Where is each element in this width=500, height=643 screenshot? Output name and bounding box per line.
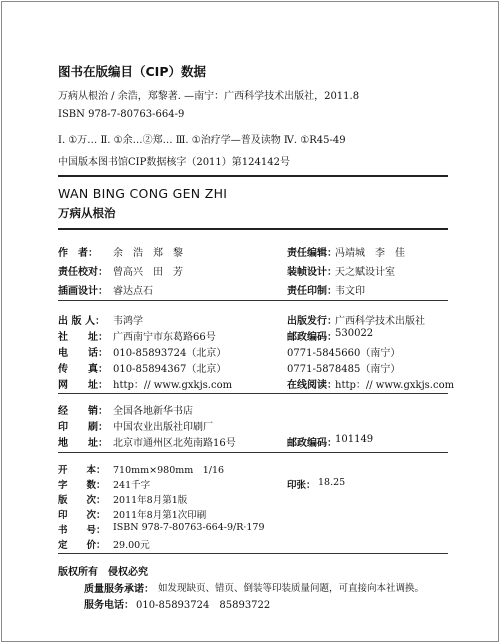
service-value: 010-85893724 85893722 xyxy=(136,600,271,611)
promise-label: 质量服务承诺： xyxy=(84,584,154,595)
printer-address-label: 地 址： xyxy=(58,438,108,449)
cip-record: 中国版本图书馆CIP数据核字（2011）第124142号 xyxy=(58,157,290,168)
sheets-label: 印张： xyxy=(287,480,316,491)
printer-postcode-value: 101149 xyxy=(335,434,374,445)
publisher-person-value: 韦鸿学 xyxy=(113,316,143,327)
printer-address-value: 北京市通州区北苑南路16号 xyxy=(113,438,236,449)
site-link[interactable]: http：// www.gxkjs.com xyxy=(113,380,233,391)
format-value: 710mm×980mm 1/16 xyxy=(113,465,225,476)
illus-value: 睿达点石 xyxy=(113,286,153,297)
impression-label: 印 次： xyxy=(58,510,106,521)
proof-label: 责任校对： xyxy=(58,267,108,278)
publisher-person-label: 出 版 人： xyxy=(58,316,105,327)
distributor-value: 广西科学技术出版社 xyxy=(335,316,425,327)
format-label: 开 本： xyxy=(58,465,106,476)
divider-publisher xyxy=(58,393,448,394)
address-value: 广西南宁市东葛路66号 xyxy=(113,332,216,343)
design-label: 装帧设计： xyxy=(287,267,337,278)
words-value: 241千字 xyxy=(113,480,151,491)
edition-label: 版 次： xyxy=(58,495,106,506)
phone2-value: 0771-5845660（南宁） xyxy=(287,348,401,359)
distributor-label: 出版发行： xyxy=(287,316,337,327)
print-value: 韦文印 xyxy=(335,286,365,297)
design-value: 天之赋设计室 xyxy=(335,267,395,278)
cip-isbn: ISBN 978-7-80763-664-9 xyxy=(58,109,185,120)
divider-title xyxy=(58,228,448,230)
postcode-label: 邮政编码： xyxy=(287,332,337,343)
divider-credits xyxy=(58,300,448,301)
book-pinyin: WAN BING CONG GEN ZHI xyxy=(58,186,228,201)
print-label: 责任印制： xyxy=(287,286,337,297)
edition-value: 2011年8月第1版 xyxy=(113,495,188,506)
printer-postcode-label: 邮政编码： xyxy=(287,438,337,449)
rights-notice: 版权所有 侵权必究 xyxy=(58,567,148,578)
editor-value: 冯靖城 李 佳 xyxy=(335,248,405,259)
cip-classification: Ⅰ. ①万… Ⅱ. ①余…②郑… Ⅲ. ①治疗学—普及读物 Ⅳ. ①R45-49 xyxy=(58,135,346,146)
fax-value: 010-85894367（北京） xyxy=(113,364,227,375)
sheets-value: 18.25 xyxy=(318,477,346,488)
isbn-label: 书 号： xyxy=(58,525,106,536)
divider-top xyxy=(58,175,448,177)
divider-specs xyxy=(58,553,448,554)
fax-label: 传 真： xyxy=(58,364,108,375)
words-label: 字 数： xyxy=(58,480,106,491)
impression-value: 2011年8月第1次印刷 xyxy=(113,510,207,521)
fax2-value: 0771-5878485（南宁） xyxy=(287,364,401,375)
divider-printing xyxy=(58,452,448,453)
proof-value: 曾高兴 田 芳 xyxy=(113,267,183,278)
cip-line1: 万病从根治 / 余浩，郑黎著. —南宁：广西科学技术出版社，2011.8 xyxy=(58,91,360,102)
promise-value: 如发现缺页、错页、倒装等印装质量问题，可直接向本社调换。 xyxy=(158,583,425,594)
isbn-value: ISBN 978-7-80763-664-9/R·179 xyxy=(113,522,265,533)
seller-value: 全国各地新华书店 xyxy=(113,406,193,417)
phone-value: 010-85893724（北京） xyxy=(113,348,227,359)
seller-label: 经 销： xyxy=(58,406,108,417)
author-value: 余 浩 郑 黎 xyxy=(113,248,183,259)
site-label: 网 址： xyxy=(58,380,108,391)
address-label: 社 址： xyxy=(58,332,108,343)
phone-label: 电 话： xyxy=(58,348,108,359)
illus-label: 插画设计： xyxy=(58,286,108,297)
price-label: 定 价： xyxy=(58,540,106,551)
book-title: 万病从根治 xyxy=(58,206,116,220)
online-link[interactable]: http：// www.gxkjs.com xyxy=(335,380,455,391)
cip-heading: 图书在版编目（CIP）数据 xyxy=(58,64,206,79)
online-label: 在线阅读： xyxy=(287,380,337,391)
printer-value: 中国农业出版社印刷厂 xyxy=(113,422,213,433)
editor-label: 责任编辑： xyxy=(287,248,337,259)
postcode-value: 530022 xyxy=(335,328,374,339)
printer-label: 印 刷： xyxy=(58,422,108,433)
author-label: 作 者： xyxy=(58,248,98,259)
service-label: 服务电话： xyxy=(84,600,134,611)
price-value: 29.00元 xyxy=(113,540,150,551)
